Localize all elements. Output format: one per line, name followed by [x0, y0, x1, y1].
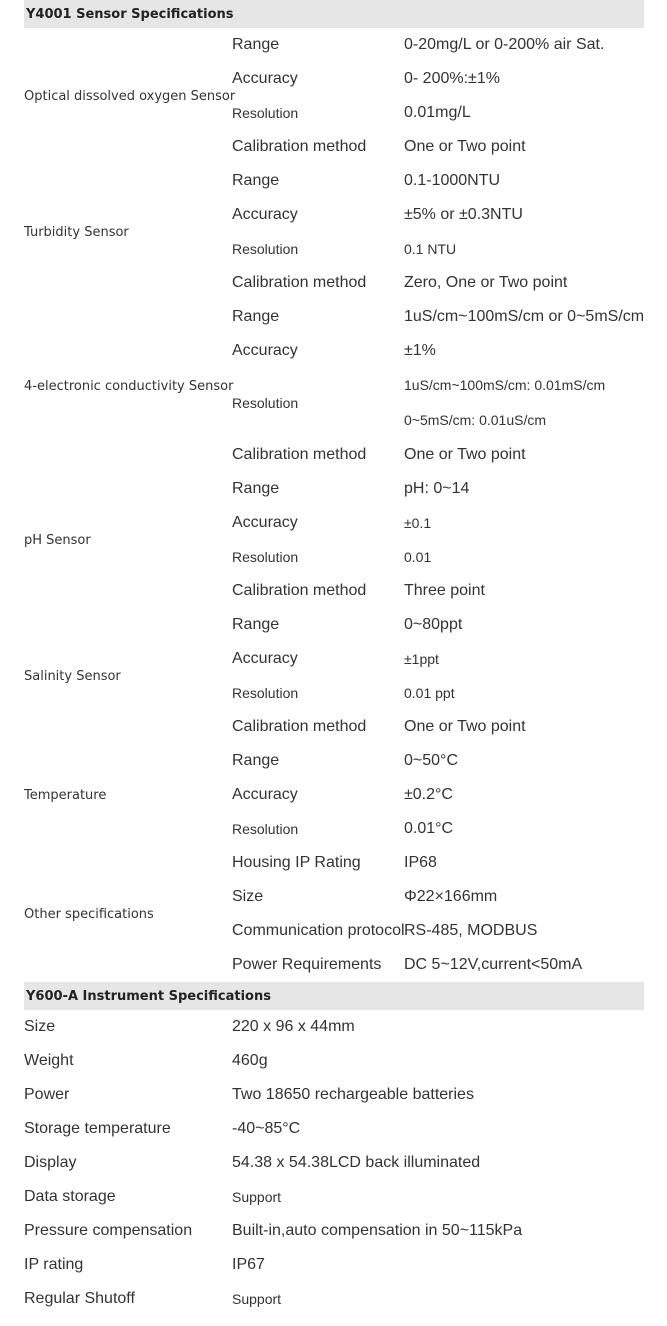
- group-name: Salinity Sensor: [24, 668, 121, 684]
- param-value: 0.01: [404, 549, 432, 565]
- param-name: Accuracy: [232, 514, 298, 531]
- param-name: Data storage: [24, 1188, 116, 1205]
- param-value: ±0.2°C: [404, 786, 453, 803]
- param-value: 0-20mg/L or 0-200% air Sat.: [404, 36, 605, 53]
- spec-row: [24, 164, 644, 198]
- instrument-row: [24, 1248, 644, 1282]
- param-value: pH: 0~14: [404, 480, 470, 497]
- param-name: Resolution: [232, 241, 299, 257]
- param-name: Size: [232, 888, 264, 905]
- param-name: Range: [232, 616, 280, 633]
- spec-row: [24, 744, 644, 778]
- spec-row: [24, 472, 644, 506]
- param-name: Resolution: [232, 549, 299, 565]
- param-value: DC 5~12V,current<50mA: [404, 956, 583, 973]
- param-name: Range: [232, 308, 280, 325]
- param-value: Two 18650 rechargeable batteries: [232, 1086, 474, 1103]
- param-name: Accuracy: [232, 786, 298, 803]
- param-value: ±5% or ±0.3NTU: [404, 206, 523, 223]
- spec-row: [24, 28, 644, 62]
- instrument-row: [24, 1010, 644, 1044]
- param-value: Zero, One or Two point: [404, 274, 568, 291]
- group-name: Turbidity Sensor: [24, 224, 129, 240]
- param-name: Range: [232, 480, 280, 497]
- param-value: 1uS/cm~100mS/cm or 0~5mS/cm: [404, 308, 645, 325]
- instrument-row: [24, 1146, 644, 1180]
- param-name: Calibration method: [232, 138, 367, 155]
- param-name: Range: [232, 36, 280, 53]
- param-name: Storage temperature: [24, 1120, 171, 1137]
- param-value: 1uS/cm~100mS/cm: 0.01mS/cm: [404, 377, 606, 393]
- sensor-section-header: [24, 0, 644, 28]
- param-name: Accuracy: [232, 342, 298, 359]
- param-value: 54.38 x 54.38LCD back illuminated: [232, 1154, 481, 1171]
- param-value: RS-485, MODBUS: [404, 922, 538, 939]
- param-value: One or Two point: [404, 718, 526, 735]
- param-name: Pressure compensation: [24, 1222, 193, 1239]
- instrument-row: [24, 1180, 644, 1214]
- param-name: Calibration method: [232, 274, 367, 291]
- spec-table: [24, 0, 644, 1316]
- param-name: Weight: [24, 1052, 74, 1069]
- param-value: 0.01mg/L: [404, 104, 471, 121]
- param-name: Resolution: [232, 395, 299, 411]
- spec-document: [24, 0, 644, 1316]
- param-name: Regular Shutoff: [24, 1290, 135, 1307]
- param-value: 0.01°C: [404, 820, 454, 837]
- param-name: Range: [232, 752, 280, 769]
- param-value: 0.1 NTU: [404, 241, 457, 257]
- param-value: 0.1-1000NTU: [404, 172, 501, 189]
- param-name: Power Requirements: [232, 956, 382, 973]
- spec-row: [24, 300, 644, 334]
- instrument-row: [24, 1282, 644, 1316]
- param-value: 0~50°C: [404, 752, 458, 769]
- param-value: 460g: [232, 1052, 268, 1069]
- spec-row: [24, 608, 644, 642]
- param-value: ±1%: [404, 342, 436, 359]
- param-name: Power: [24, 1086, 70, 1103]
- param-value: Built-in,auto compensation in 50~115kPa: [232, 1222, 523, 1239]
- param-name: Accuracy: [232, 650, 298, 667]
- spec-row: [24, 846, 644, 880]
- group-name: 4-electronic conductivity Sensor: [24, 378, 234, 394]
- param-value: 0~5mS/cm: 0.01uS/cm: [404, 412, 547, 428]
- param-name: Resolution: [232, 821, 299, 837]
- param-value: IP68: [404, 854, 437, 871]
- group-name: pH Sensor: [24, 532, 91, 548]
- param-value: One or Two point: [404, 446, 526, 463]
- param-value: 0- 200%:±1%: [404, 70, 500, 87]
- param-value: 220 x 96 x 44mm: [232, 1018, 355, 1035]
- param-value: 0.01 ppt: [404, 685, 455, 701]
- param-name: IP rating: [24, 1256, 84, 1273]
- param-value: One or Two point: [404, 138, 526, 155]
- group-name: Optical dissolved oxygen Sensor: [24, 88, 236, 104]
- param-value: Φ22×166mm: [404, 888, 498, 905]
- param-name: Display: [24, 1154, 77, 1171]
- param-name: Housing IP Rating: [232, 854, 361, 871]
- param-name: Calibration method: [232, 718, 367, 735]
- param-value: ±1ppt: [404, 651, 439, 667]
- param-name: Resolution: [232, 105, 299, 121]
- group-name: Temperature: [24, 787, 107, 803]
- param-value: -40~85°C: [232, 1120, 301, 1137]
- instrument-row: [24, 1078, 644, 1112]
- param-name: Calibration method: [232, 582, 367, 599]
- param-name: Calibration method: [232, 446, 367, 463]
- sensor-section-title: Y4001 Sensor Specifications: [24, 0, 644, 28]
- param-value: 0~80ppt: [404, 616, 463, 633]
- instrument-row: [24, 1214, 644, 1248]
- param-name: Accuracy: [232, 70, 298, 87]
- param-value: IP67: [232, 1256, 265, 1273]
- param-name: Size: [24, 1018, 56, 1035]
- instrument-row: [24, 1112, 644, 1146]
- param-value: Three point: [404, 582, 485, 599]
- param-value: ±0.1: [404, 515, 432, 531]
- param-name: Range: [232, 172, 280, 189]
- instrument-section-header: [24, 982, 644, 1010]
- param-name: Resolution: [232, 685, 299, 701]
- param-name: Communication protocol: [232, 922, 405, 939]
- instrument-section-title: Y600-A Instrument Specifications: [24, 982, 644, 1010]
- instrument-row: [24, 1044, 644, 1078]
- param-value: Support: [232, 1291, 282, 1307]
- param-value: Support: [232, 1189, 282, 1205]
- group-name: Other specifications: [24, 906, 154, 922]
- param-name: Accuracy: [232, 206, 298, 223]
